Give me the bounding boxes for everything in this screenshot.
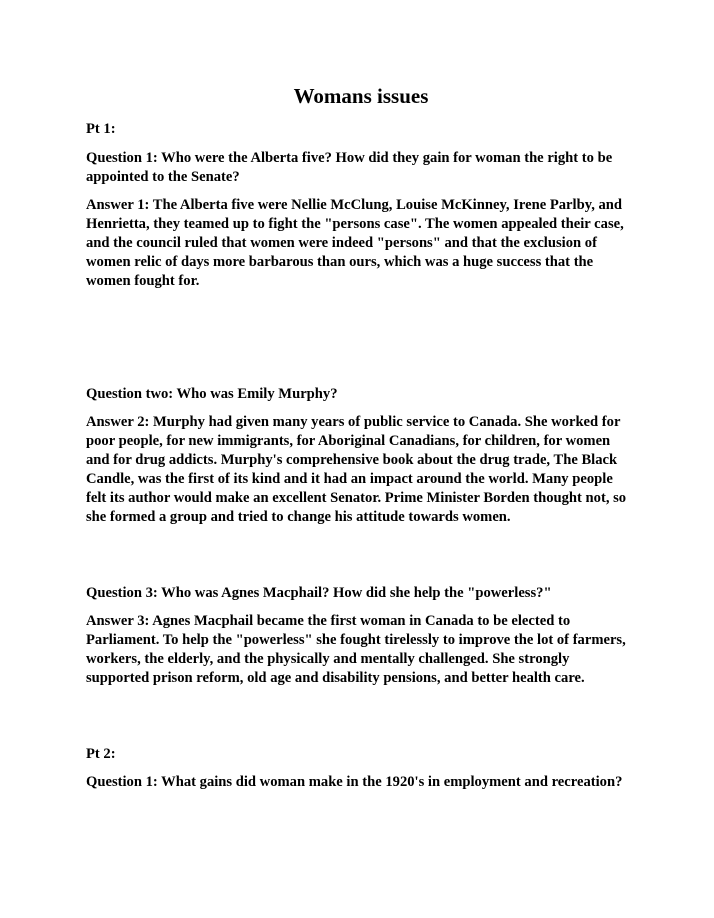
part1-label: Pt 1:: [86, 121, 116, 137]
part1-answer-1: Answer 1: The Alberta five were Nellie McClung, Louise McKinney, Irene Parlby, and Henrietta, they teamed up to fight the "persons case". The women appealed their case, and the council ruled that women were indeed "persons" and that the exclusion of women relic of days more barbarous than ours, which was a huge success that the women fought for.: [86, 197, 624, 289]
part1-answer-3: Answer 3: Agnes Macphail became the first woman in Canada to be elected to Parliament. To help the "powerless" she fought tirelessly to improve the lot of farmers, workers, the elderly, and the physically and mentally challenged. She strongly supported prison reform, old age and disability pensions, and better health care.: [86, 613, 626, 686]
part1-question-2: Question two: Who was Emily Murphy?: [86, 386, 338, 402]
part1-answer-2: Answer 2: Murphy had given many years of public service to Canada. She worked for poor people, for new immigrants, for Aboriginal Canadians, for children, for women and for drug addicts. Murphy's comprehensive book about the drug trade, The Black Candle, was the first of its kind and it had an impact around the world. Many people felt its author would make an excellent Senator. Prime Minister Borden thought not, so she formed a group and tried to change his attitude towards women.: [86, 414, 627, 525]
part2-label: Pt 2:: [86, 746, 116, 762]
part1-question-3: Question 3: Who was Agnes Macphail? How did she help the "powerless?": [86, 585, 552, 601]
part1-question-1: Question 1: Who were the Alberta five? How did they gain for woman the right to be appointed to the Senate?: [86, 150, 613, 185]
part2-question-1: Question 1: What gains did woman make in the 1920's in employment and recreation?: [86, 774, 623, 790]
document-title: Womans issues: [293, 84, 429, 108]
